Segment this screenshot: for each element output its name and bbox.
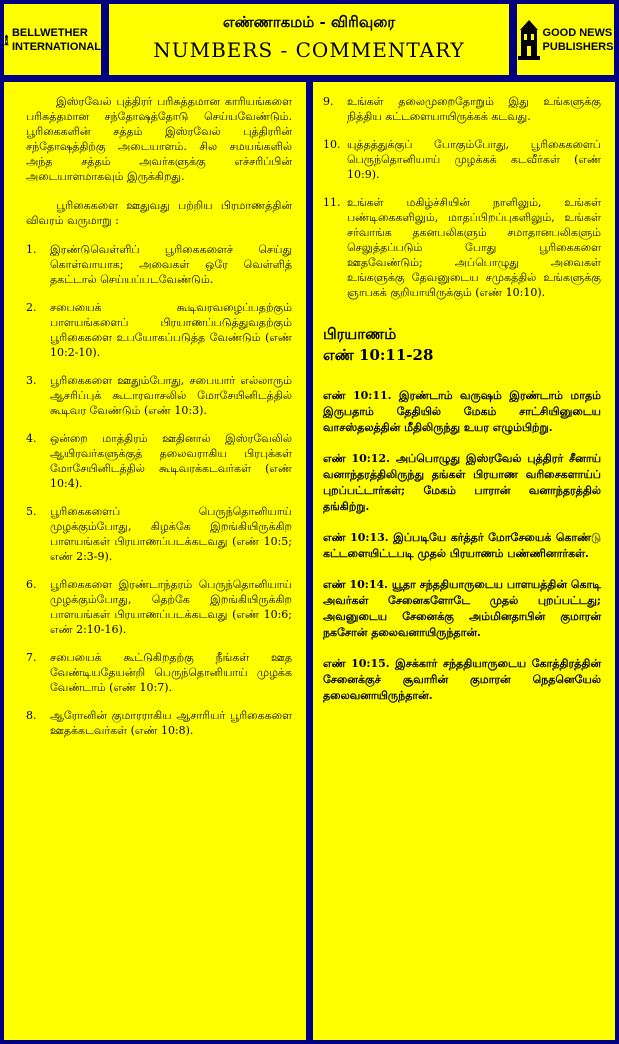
item-text: உங்கள் தலைமுறைதோறும் இது உங்களுக்கு நித்திய கட்டளையாயிருக்கக் கடவது.: [347, 95, 601, 123]
item-text: சபையைக் கூடிவரவழைப்பதற்கும் பாளயங்களைப் பிரயாணப்படுத்துவதற்கும் பூரிகைகளை உபயோகப்படுத்த வேண்டும் (எண் 10:2-10).: [50, 301, 292, 359]
logo-line-1: BELLWETHER: [11, 26, 88, 39]
page-header: [109, 4, 509, 75]
verse-paragraph: எண் 10:12. அப்பொழுது இஸ்ரவேல் புத்திரர் சீனாய் வனாந்தரத்திலிருந்து தங்கள் பிரயாண வரிசைகளாய்ப் புறப்பட்டார்கள்; மேகம் பாரான் வனாந்தரத்தில் தங்கிற்று.: [323, 452, 601, 513]
item-text: பூரிகைகளைப் பெருந்தொனியாய் முழக்கும்போது, கிழக்கே இறங்கியிருக்கிற பாளயங்கள் பிரயாணப்படக்கடவது (எண் 10:5; எண் 2:3-9).: [50, 505, 292, 563]
item-number: 4.: [26, 432, 37, 445]
item-text: பூரிகைகளை இரண்டாந்தரம் பெருந்தொனியாய் முழக்கும்போது, தெற்கே இறங்கியிருக்கிற பாளயங்கள் பிரயாணப்படக்கடவது (எண் 10:6; எண் 2:10-16).: [50, 578, 292, 636]
list-item: [26, 708, 292, 738]
item-number: 1.: [26, 243, 37, 256]
good-news-logo: [517, 4, 614, 75]
left-column: [4, 82, 306, 1040]
bell-tower-icon: [4, 17, 9, 63]
building-icon: [518, 18, 540, 62]
verse-paragraph: எண் 10:15. இசக்கார் சந்ததியாருடைய கோத்திரத்தின் சேனைக்குச் சூவாரின் குமாரன் நெதனெயேல் தலைவனாயிருந்தான்.: [323, 657, 601, 702]
list-item: [26, 300, 292, 360]
item-number: 11.: [323, 196, 341, 209]
item-number: 2.: [26, 301, 37, 314]
list-item: [26, 431, 292, 491]
list-item: [26, 577, 292, 637]
list-item: [323, 195, 601, 300]
bellwether-logo: [4, 4, 101, 75]
section-heading: [323, 324, 601, 366]
title-tamil: எண்ணாகமம் - விரிவுரை: [222, 13, 396, 31]
item-number: 6.: [26, 578, 37, 591]
list-item: [26, 242, 292, 287]
rules-list: [26, 242, 292, 738]
list-item: [26, 650, 292, 695]
item-number: 7.: [26, 651, 37, 664]
lead-paragraph: பூரிகைகளை ஊதுவது பற்றிய பிரமாணத்தின் விவரம் வருமாறு :: [26, 199, 292, 227]
item-text: யுத்தத்துக்குப் போகும்போது, பூரிகைகளைப் பெருந்தொனியாய் முழக்கக் கடவீர்கள் (எண் 10:9).: [347, 138, 601, 181]
item-text: பூரிகைகளை ஊதும்போது, சபையார் எல்லாரும் ஆசரிப்புக் கூடாரவாசலில் மோசேயினிடத்தில் கூடிவர வேண்டும் (எண் 10:3).: [50, 374, 292, 417]
item-text: சபையைக் கூட்டுகிறதற்கு நீங்கள் ஊத வேண்டியதேயன்றி பெருந்தொனியாய் முழக்க வேண்டாம் (எண் 10:7).: [50, 651, 292, 694]
list-item: [26, 373, 292, 418]
right-column: [313, 82, 615, 1040]
verse-paragraph: எண் 10:11. இரண்டாம் வருஷம் இரண்டாம் மாதம் இருபதாம் தேதியில் மேகம் சாட்சியினுடைய வாசஸ்தலத்தின் மீதிலிருந்து உயர எழும்பிற்று.: [323, 389, 601, 434]
item-number: 9.: [323, 95, 334, 108]
item-text: உங்கள் மகிழ்ச்சியின் நாளிலும், உங்கள் பண்டிகைகளிலும், மாதப்பிறப்புகளிலும், உங்கள் சர்வாங்க தகனபலிகளும் சமாதானபலிகளும் செலுத்தப்படும் போது பூரிகைகளை ஊதவேண்டும்; அப்பொழுது அவைகள் உங்களுக்கு தேவனுடைய சமுகத்தில் உங்களுக்கு ஞாபகக் குறியாயிருக்கும் (எண் 10:10).: [347, 196, 601, 299]
title-english: NUMBERS - COMMENTARY: [153, 38, 465, 62]
item-number: 3.: [26, 374, 37, 387]
item-number: 10.: [323, 138, 341, 151]
logo-line-2: PUBLISHERS: [542, 40, 614, 53]
list-item: [26, 504, 292, 564]
item-number: 8.: [26, 709, 37, 722]
section-title: பிரயாணம்: [323, 325, 397, 343]
rules-list-continued: [323, 94, 601, 300]
item-number: 5.: [26, 505, 37, 518]
item-text: இரண்டுவெள்ளிப் பூரிகைகளைச் செய்து கொள்வாயாக; அவைகள் ஒரே வெள்ளித் தகட்டால் செய்யப்படவேண்டும்.: [50, 243, 292, 286]
item-text: ஒன்றை மாத்திரம் ஊதினால் இஸ்ரவேலில் ஆயிரவர்களுக்குத் தலைவராகிய பிரபுக்கள் மோசேயினிடத்தில் கூடிவரக்கடவர்கள் (எண் 10:4).: [50, 432, 292, 490]
section-reference: எண் 10:11-28: [323, 346, 434, 364]
list-item: [323, 137, 601, 182]
verse-paragraph: எண் 10:13. இப்படியே கர்த்தர் மோசேயைக் கொண்டு கட்டளையிட்டபடி முதல் பிரயாணம் பண்ணினார்கள்.: [323, 531, 601, 560]
item-text: ஆரோனின் குமாரராகிய ஆசாரியர் பூரிகைகளை ஊதக்கடவர்கள் (எண் 10:8).: [50, 709, 292, 737]
verse-paragraph: எண் 10:14. யூதா சந்ததியாருடைய பாளயத்தின் கொடி அவர்கள் சேனைகளோடே முதல் புறப்பட்டது; அவனுடைய சேனைக்கு அம்மினதாபின் குமாரன் நகசோன் தலைவனாயிருந்தான்.: [323, 578, 601, 639]
intro-paragraph: இஸ்ரவேல் புத்திரர் பரிசுத்தமான காரியங்களை பரிசுத்தமான சந்தோஷத்தோடு செய்யவேண்டும். பூரிகைகளின் சத்தம் இஸ்ரவேல் புத்திரரின் சந்தோஷத்திற்கு அடையாளம். சில சமயங்களில் அந்த சத்தம் அவர்களுக்கு எச்சரிப்பின் அடையாளமாகவும் இருக்கிறது.: [26, 95, 292, 183]
logo-line-2: INTERNATIONAL: [11, 40, 101, 53]
list-item: [323, 94, 601, 124]
logo-line-1: GOOD NEWS: [542, 26, 613, 39]
